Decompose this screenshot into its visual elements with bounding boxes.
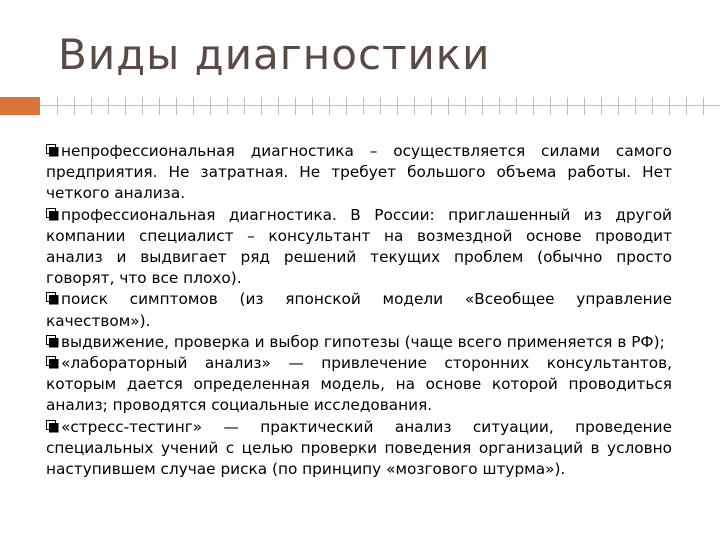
divider-tick [414,97,415,115]
divider-tick [448,97,449,115]
divider-tick [159,97,160,115]
checkbox-square-icon [46,420,59,433]
divider-tick [125,97,126,115]
divider-tick [669,97,670,115]
checkbox-square-icon [46,292,59,305]
divider-tick [533,97,534,115]
divider-tick [516,97,517,115]
divider-tick [142,97,143,115]
list-item [46,417,672,481]
divider-tick [686,97,687,115]
divider-tick [176,97,177,115]
list-item [46,205,672,290]
checkbox-square-icon [46,356,59,369]
divider-tick [346,97,347,115]
divider-tick [74,97,75,115]
list-item-text: непрофессиональная диагностика – осуществляется силами самого предприятия. Не затратная. Не требует большого объема работы. Нет четкого анализа. [46,142,672,203]
list-item [46,141,672,205]
divider-tick [652,97,653,115]
list-item-text: «лабораторный анализ» — привлечение сторонних консультантов, которым дается определенная модель, на основе которой проводиться анализ; проводятся социальные исследования. [46,354,672,415]
divider-tick [431,97,432,115]
list-item-text: профессиональная диагностика. В России: приглашенный из другой компании специалист – консультант на возмездной основе проводит анализ и выдвигает ряд решений текущих проблем (обычно просто говорят, что все плохо). [46,205,672,288]
slide-title: Виды диагностики [58,30,491,79]
divider-tick [550,97,551,115]
divider-tick [618,97,619,115]
divider-tick [261,97,262,115]
divider-tick [108,97,109,115]
divider-tick [567,97,568,115]
checkbox-square-icon [46,335,59,348]
divider-tick [312,97,313,115]
title-accent-bar [0,97,40,115]
divider-tick [193,97,194,115]
divider-tick [482,97,483,115]
divider-tick [295,97,296,115]
bullet-list [46,141,672,540]
divider-tick [465,97,466,115]
divider-tick [635,97,636,115]
divider-tick [57,97,58,115]
divider-tick [499,97,500,115]
divider-tick [397,97,398,115]
divider-tick [601,97,602,115]
divider-tick [329,97,330,115]
divider-tick [91,97,92,115]
divider-tick [703,97,704,115]
list-item [46,353,672,417]
divider-tick [227,97,228,115]
list-item-text: поиск симптомов (из японской модели «Всеобщее управление качеством»). [46,290,672,330]
divider-tick [244,97,245,115]
divider-tick [278,97,279,115]
list-item [46,289,672,331]
list-item-text: «стресс-тестинг» — практический анализ ситуации, проведение специальных учений с целью проверки поведения организаций в условно наступившем случае риска (по принципу «мозгового штурма»). [46,417,672,479]
checkbox-square-icon [46,208,59,221]
checkbox-square-icon [46,144,59,157]
list-item [46,332,672,353]
divider-tick [584,97,585,115]
divider-tick [210,97,211,115]
divider-tick [363,97,364,115]
list-item-text: выдвижение, проверка и выбор гипотезы (чаще всего применяется в РФ); [61,332,665,351]
divider-tick [380,97,381,115]
